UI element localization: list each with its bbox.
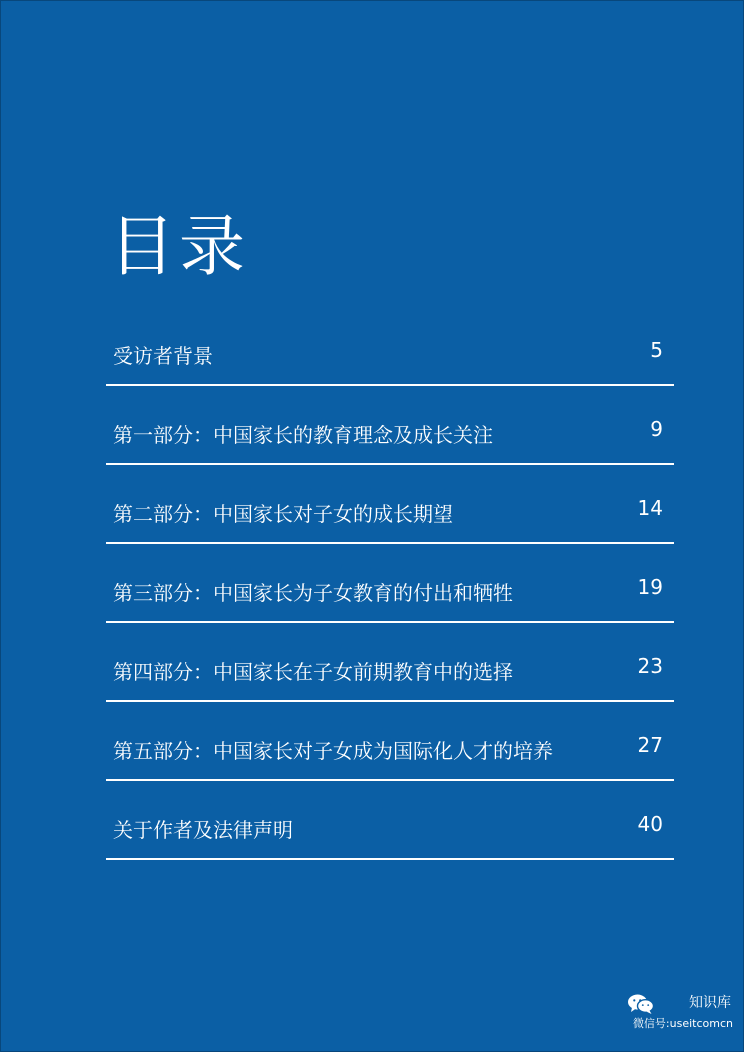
toc-row[interactable] [106,544,674,623]
toc-entry-page-number: 19 [637,575,663,599]
toc-entry-page-number: 14 [637,496,663,520]
toc-row[interactable] [106,781,674,860]
page-title: 目录 [109,208,249,285]
toc-entry-page-number: 5 [650,338,663,362]
toc-entry-label: 第三部分：中国家长为子女教育的付出和牺牲 [113,581,513,605]
toc-row[interactable] [106,623,674,702]
watermark-account-id: 微信号:useitcomcn [632,1017,733,1030]
wechat-icon [627,993,655,1015]
toc-row[interactable] [106,465,674,544]
toc-entry-label: 关于作者及法律声明 [113,818,293,842]
toc-entry-page-number: 9 [650,417,663,441]
table-of-contents [106,307,674,860]
toc-row[interactable] [106,386,674,465]
watermark-name: 知识库 [689,995,731,1011]
toc-entry-label: 第一部分：中国家长的教育理念及成长关注 [113,423,493,447]
toc-entry-page-number: 40 [637,812,663,836]
toc-entry-label: 第二部分：中国家长对子女的成长期望 [113,502,453,526]
toc-entry-page-number: 27 [637,733,663,757]
toc-entry-page-number: 23 [637,654,663,678]
toc-row[interactable] [106,702,674,781]
watermark [613,993,733,1035]
toc-entry-label: 第四部分：中国家长在子女前期教育中的选择 [113,660,513,684]
toc-entry-label: 受访者背景 [113,344,213,368]
toc-entry-label: 第五部分：中国家长对子女成为国际化人才的培养 [113,739,553,763]
toc-row[interactable] [106,307,674,386]
